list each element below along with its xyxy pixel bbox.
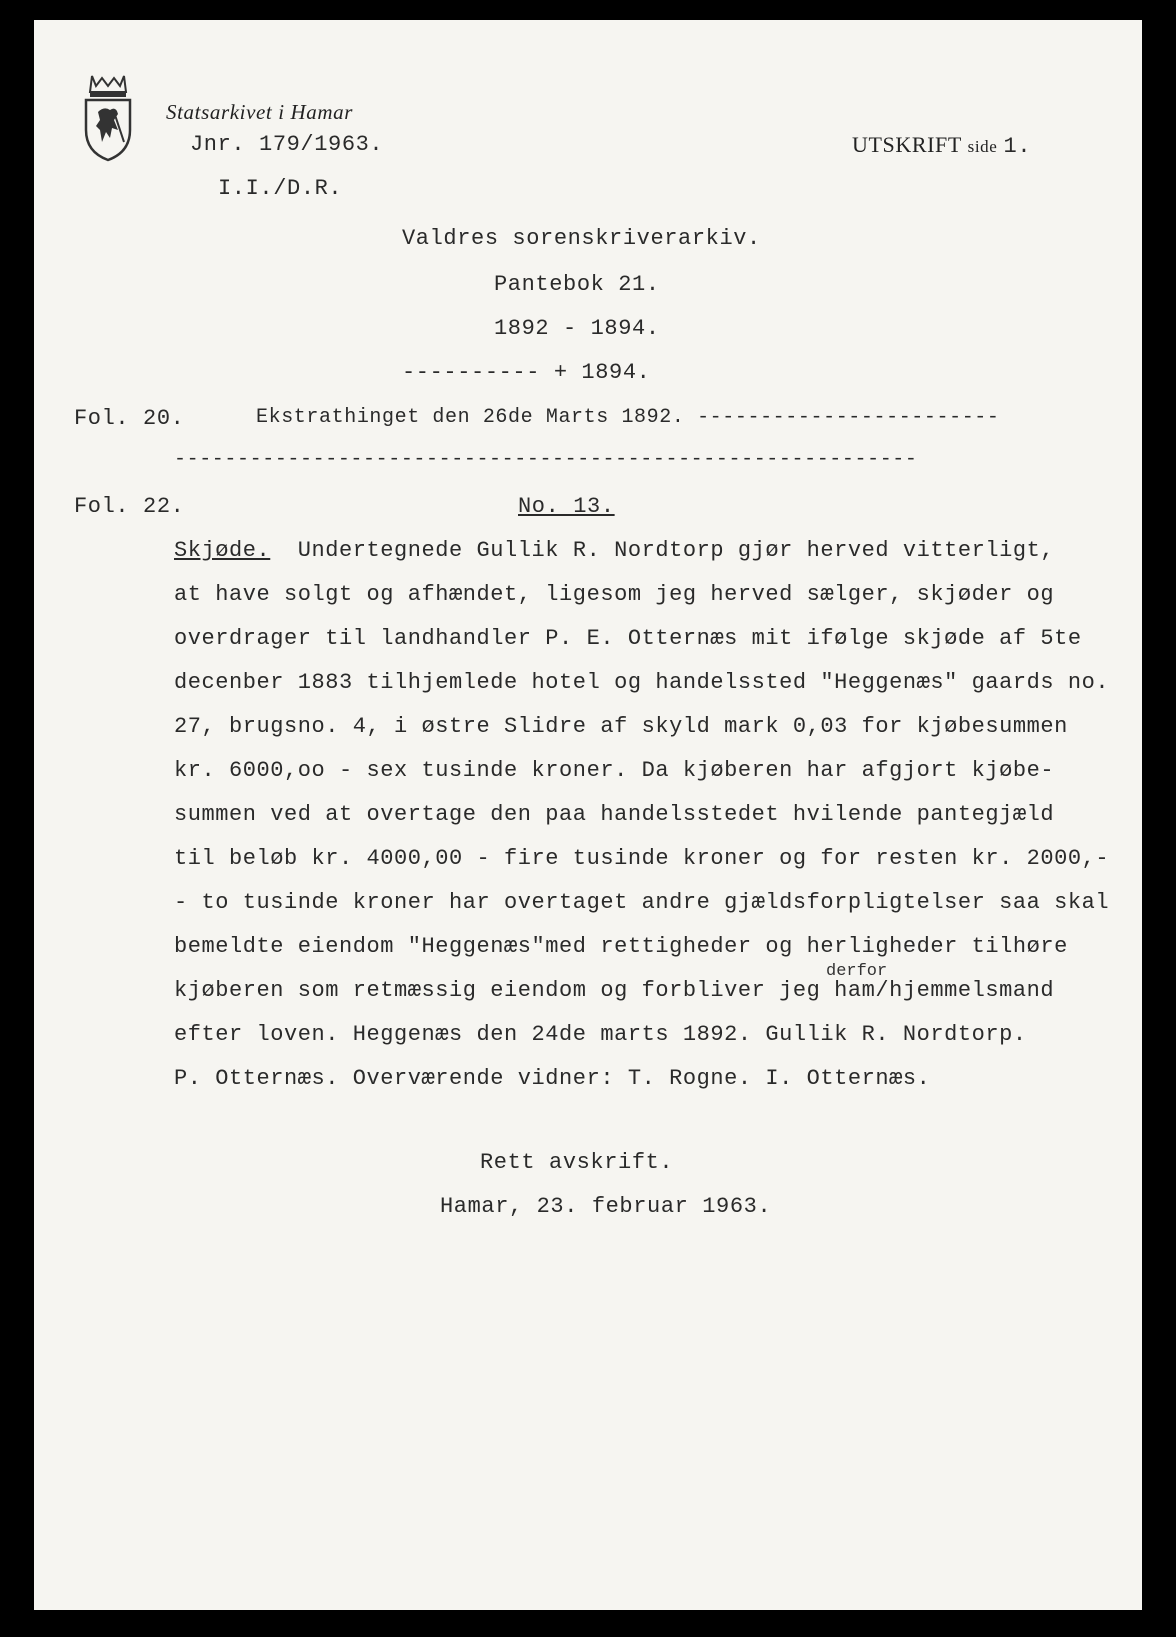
deed-line-7: summen ved at overtage den paa handelsstedet hvilende pantegjæld [174, 802, 1055, 827]
side-label: side [967, 137, 998, 156]
deed-line-1-text: Undertegnede Gullik R. Nordtorp gjør herved vitterligt, [270, 538, 1055, 563]
norwegian-lion-crest-icon [80, 72, 136, 162]
deed-line-12: efter loven. Heggenæs den 24de marts 1892. Gullik R. Nordtorp. [174, 1022, 1027, 1047]
utskrift-heading [852, 132, 1031, 159]
archive-name: Statsarkivet i Hamar [166, 100, 353, 124]
deed-line-9: - to tusinde kroner har overtaget andre gjældsforpligtelser saa skal [174, 890, 1110, 915]
archive-title: Valdres sorenskriverarkiv. [402, 226, 761, 251]
death-year-line: ---------- + 1894. [402, 360, 651, 385]
deed-line-1 [174, 538, 1054, 563]
fol-20-text: Ekstrathinget den 26de Marts 1892. ------------------------ [256, 406, 1000, 429]
document-page [34, 20, 1142, 1610]
deed-line-11: kjøberen som retmæssig eiendom og forbliver jeg ham/hjemmelsmand [174, 978, 1055, 1003]
deed-line-4: decenber 1883 tilhjemlede hotel og handelssted "Heggenæs" gaards no. [174, 670, 1110, 695]
fol-22-label: Fol. 22. [74, 494, 185, 519]
deed-line-5: 27, brugsno. 4, i østre Slidre af skyld mark 0,03 for kjøbesummen [174, 714, 1068, 739]
deed-number: No. 13. [518, 494, 615, 519]
deed-line-13: P. Otternæs. Overværende vidner: T. Rogne. I. Otternæs. [174, 1066, 931, 1091]
year-range: 1892 - 1894. [494, 316, 660, 341]
deed-line-8: til beløb kr. 4000,00 - fire tusinde kroner og for resten kr. 2000,- [174, 846, 1110, 871]
place-date: Hamar, 23. februar 1963. [440, 1194, 772, 1219]
utskrift-label: UTSKRIFT [852, 132, 962, 157]
side-number: 1. [1003, 134, 1032, 159]
separator-rule: ----------------------------------------------------------- [174, 448, 918, 471]
inserted-word: derfor [826, 962, 888, 981]
deed-title: Skjøde. [174, 538, 271, 563]
certification: Rett avskrift. [480, 1150, 674, 1175]
book-title: Pantebok 21. [494, 272, 660, 297]
journal-number: Jnr. 179/1963. [190, 132, 384, 157]
deed-line-3: overdrager til landhandler P. E. Otternæs mit ifølge skjøde af 5te [174, 626, 1082, 651]
deed-line-2: at have solgt og afhændet, ligesom jeg herved sælger, skjøder og [174, 582, 1055, 607]
deed-line-10: bemeldte eiendom "Heggenæs"med rettigheder og herligheder tilhøre [174, 934, 1068, 959]
reference-code: I.I./D.R. [218, 176, 343, 201]
deed-line-6: kr. 6000,oo - sex tusinde kroner. Da kjøberen har afgjort kjøbe- [174, 758, 1055, 783]
fol-20-label: Fol. 20. [74, 406, 185, 431]
